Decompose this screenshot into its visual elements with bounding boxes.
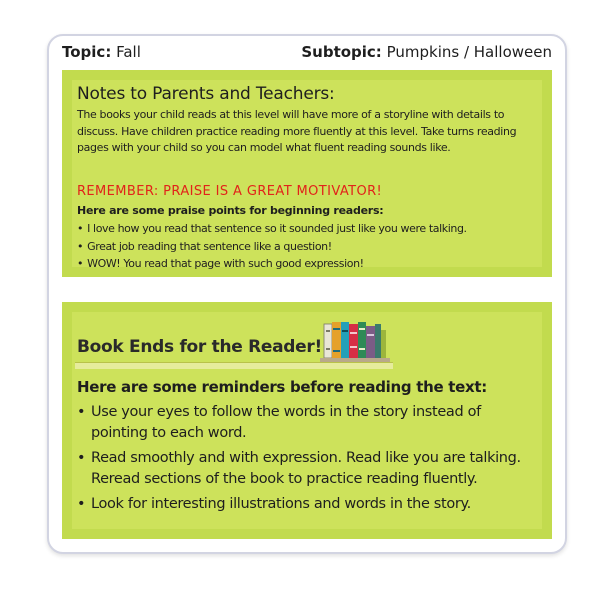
reminder-item: • Look for interesting illustrations and words in the story. [77, 494, 527, 515]
subtopic [301, 43, 552, 61]
praise-item: • WOW! You read that page with such good expression! [77, 255, 467, 273]
notes-title: Notes to Parents and Teachers: [77, 84, 335, 104]
topic-value: Fall [116, 43, 141, 61]
praise-item: • Great job reading that sentence like a question! [77, 238, 467, 256]
remember-heading: REMEMBER: PRAISE IS A GREAT MOTIVATOR! [77, 184, 383, 199]
reminder-item: • Read smoothly and with expression. Read like you are talking. Reread sections of the book to practice reading fluently. [77, 448, 527, 490]
reminder-heading: Here are some reminders before reading the text: [77, 378, 487, 396]
bookends-title: Book Ends for the Reader! [77, 337, 322, 357]
praise-heading: Here are some praise points for beginning readers: [77, 204, 384, 217]
notes-body: The books your child reads at this level will have more of a storyline with details to discuss. Have children practice reading more fluently at this level. Take turns reading pages with your child so you can model what fluent reading sounds like. [77, 108, 517, 154]
reminder-list [77, 402, 527, 519]
topic-header [62, 40, 552, 64]
topic-label: Topic: [62, 43, 112, 61]
praise-item: • I love how you read that sentence so it sounded just like you were talking. [77, 220, 467, 238]
subtopic-label: Subtopic: [301, 43, 382, 61]
praise-list [77, 220, 467, 273]
subtopic-value: Pumpkins / Halloween [386, 43, 552, 61]
bookshelf-icon [320, 320, 390, 364]
reminder-item: • Use your eyes to follow the words in the story instead of pointing to each word. [77, 402, 527, 444]
topic [62, 43, 141, 61]
